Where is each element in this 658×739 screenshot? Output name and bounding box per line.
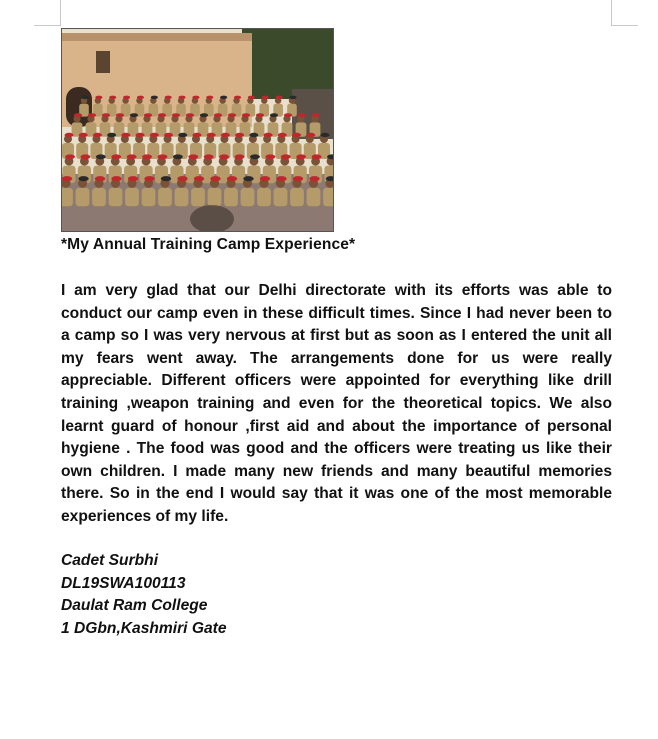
group-photo	[61, 28, 334, 232]
signature-regimental-number: DL19SWA100113	[61, 574, 186, 592]
photo-trees	[242, 29, 334, 99]
page-corner-mark-top-left	[34, 0, 61, 26]
signature-block	[61, 550, 227, 640]
page-corner-mark-top-right	[611, 0, 638, 26]
group-photo-image	[62, 29, 334, 232]
signature-unit: 1 DGbn,Kashmiri Gate	[61, 619, 227, 637]
signature-college: Daulat Ram College	[61, 597, 208, 615]
article-heading: *My Annual Training Camp Experience*	[61, 236, 356, 253]
signature-name: Cadet Surbhi	[61, 552, 159, 569]
article-body: I am very glad that our Delhi directorate with its efforts was able to conduct our camp even in these difficult times. Since I had never been to a camp so I was very nervous at first but as soon as I entered the unit all my fears went away. The arrangements done for us were really appreciable. Different officers were appointed for everything like drill training ,weapon training and even for the theoretical topics. We also learnt guard of honour ,first aid and about the importance of personal hygiene . The food was good and the officers were treating us like their own children. I made many new friends and many beautiful memories there. So in the end I would say that it was one of the most memorable experiences of my life.	[61, 282, 612, 525]
